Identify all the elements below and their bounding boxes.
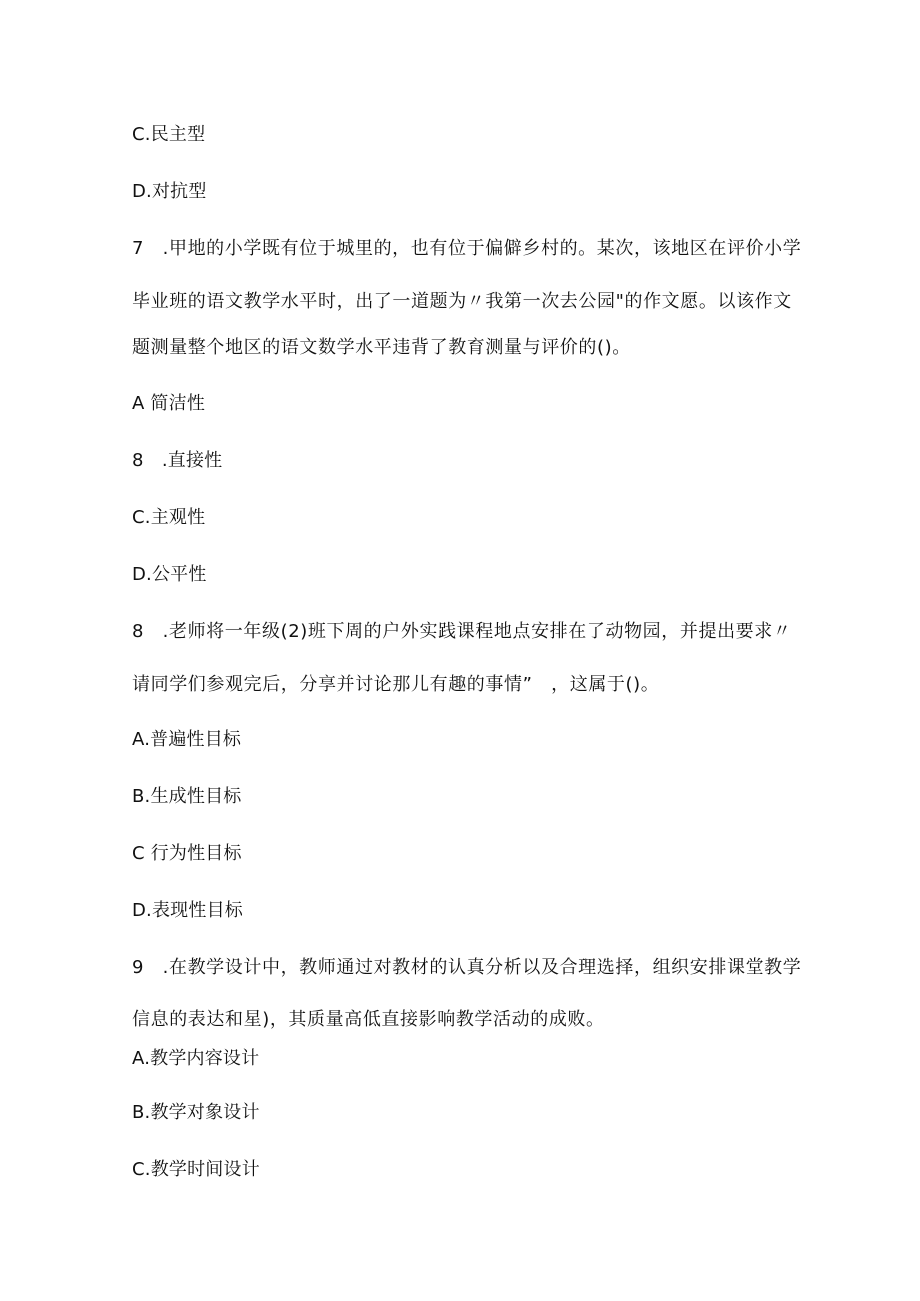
q7-stem-line-2: 毕业班的语文教学水平时，出了一道题为〃我第一次去公园"的作文愿。以该作文 bbox=[132, 291, 792, 312]
q9-option-b: B.教学对象设计 bbox=[132, 1102, 260, 1123]
q8-option-d: D.表现性目标 bbox=[132, 900, 243, 921]
q7-option-d: D.公平性 bbox=[132, 564, 207, 585]
q7-option-c: C.主观性 bbox=[132, 507, 206, 528]
q8-option-c: C 行为性目标 bbox=[132, 843, 242, 864]
q8-stem-line-2: 请同学们参观完后，分享并讨论那儿有趣的事情” ，这属于()。 bbox=[132, 674, 660, 695]
q9-stem-line-2: 信息的表达和星)，其质量高低直接影响教学活动的成败。 bbox=[132, 1009, 605, 1030]
q7-stem-line-1: 7 .甲地的小学既有位于城里的，也有位于偏僻乡村的。某次，该地区在评价小学 bbox=[132, 238, 802, 259]
q8-stem-line-1: 8 .老师将一年级(2)班下周的户外实践课程地点安排在了动物园，并提出要求〃 bbox=[132, 621, 792, 642]
q6-option-c: C.民主型 bbox=[132, 124, 206, 145]
q7-stem-line-3: 题测量整个地区的语文数学水平违背了教育测量与评价的()。 bbox=[132, 337, 631, 358]
q9-option-c: C.教学时间设计 bbox=[132, 1159, 260, 1180]
q9-option-a: A.教学内容设计 bbox=[132, 1048, 260, 1069]
q8-option-b: B.生成性目标 bbox=[132, 786, 242, 807]
q7-option-a: A 简洁性 bbox=[132, 393, 206, 414]
q8-option-a: A.普遍性目标 bbox=[132, 729, 242, 750]
q6-option-d: D.对抗型 bbox=[132, 181, 207, 202]
q9-stem-line-1: 9 .在教学设计中，教师通过对教材的认真分析以及合理选择，组织安排课堂教学 bbox=[132, 957, 802, 978]
q7-option-b: 8 .直接性 bbox=[132, 450, 223, 471]
